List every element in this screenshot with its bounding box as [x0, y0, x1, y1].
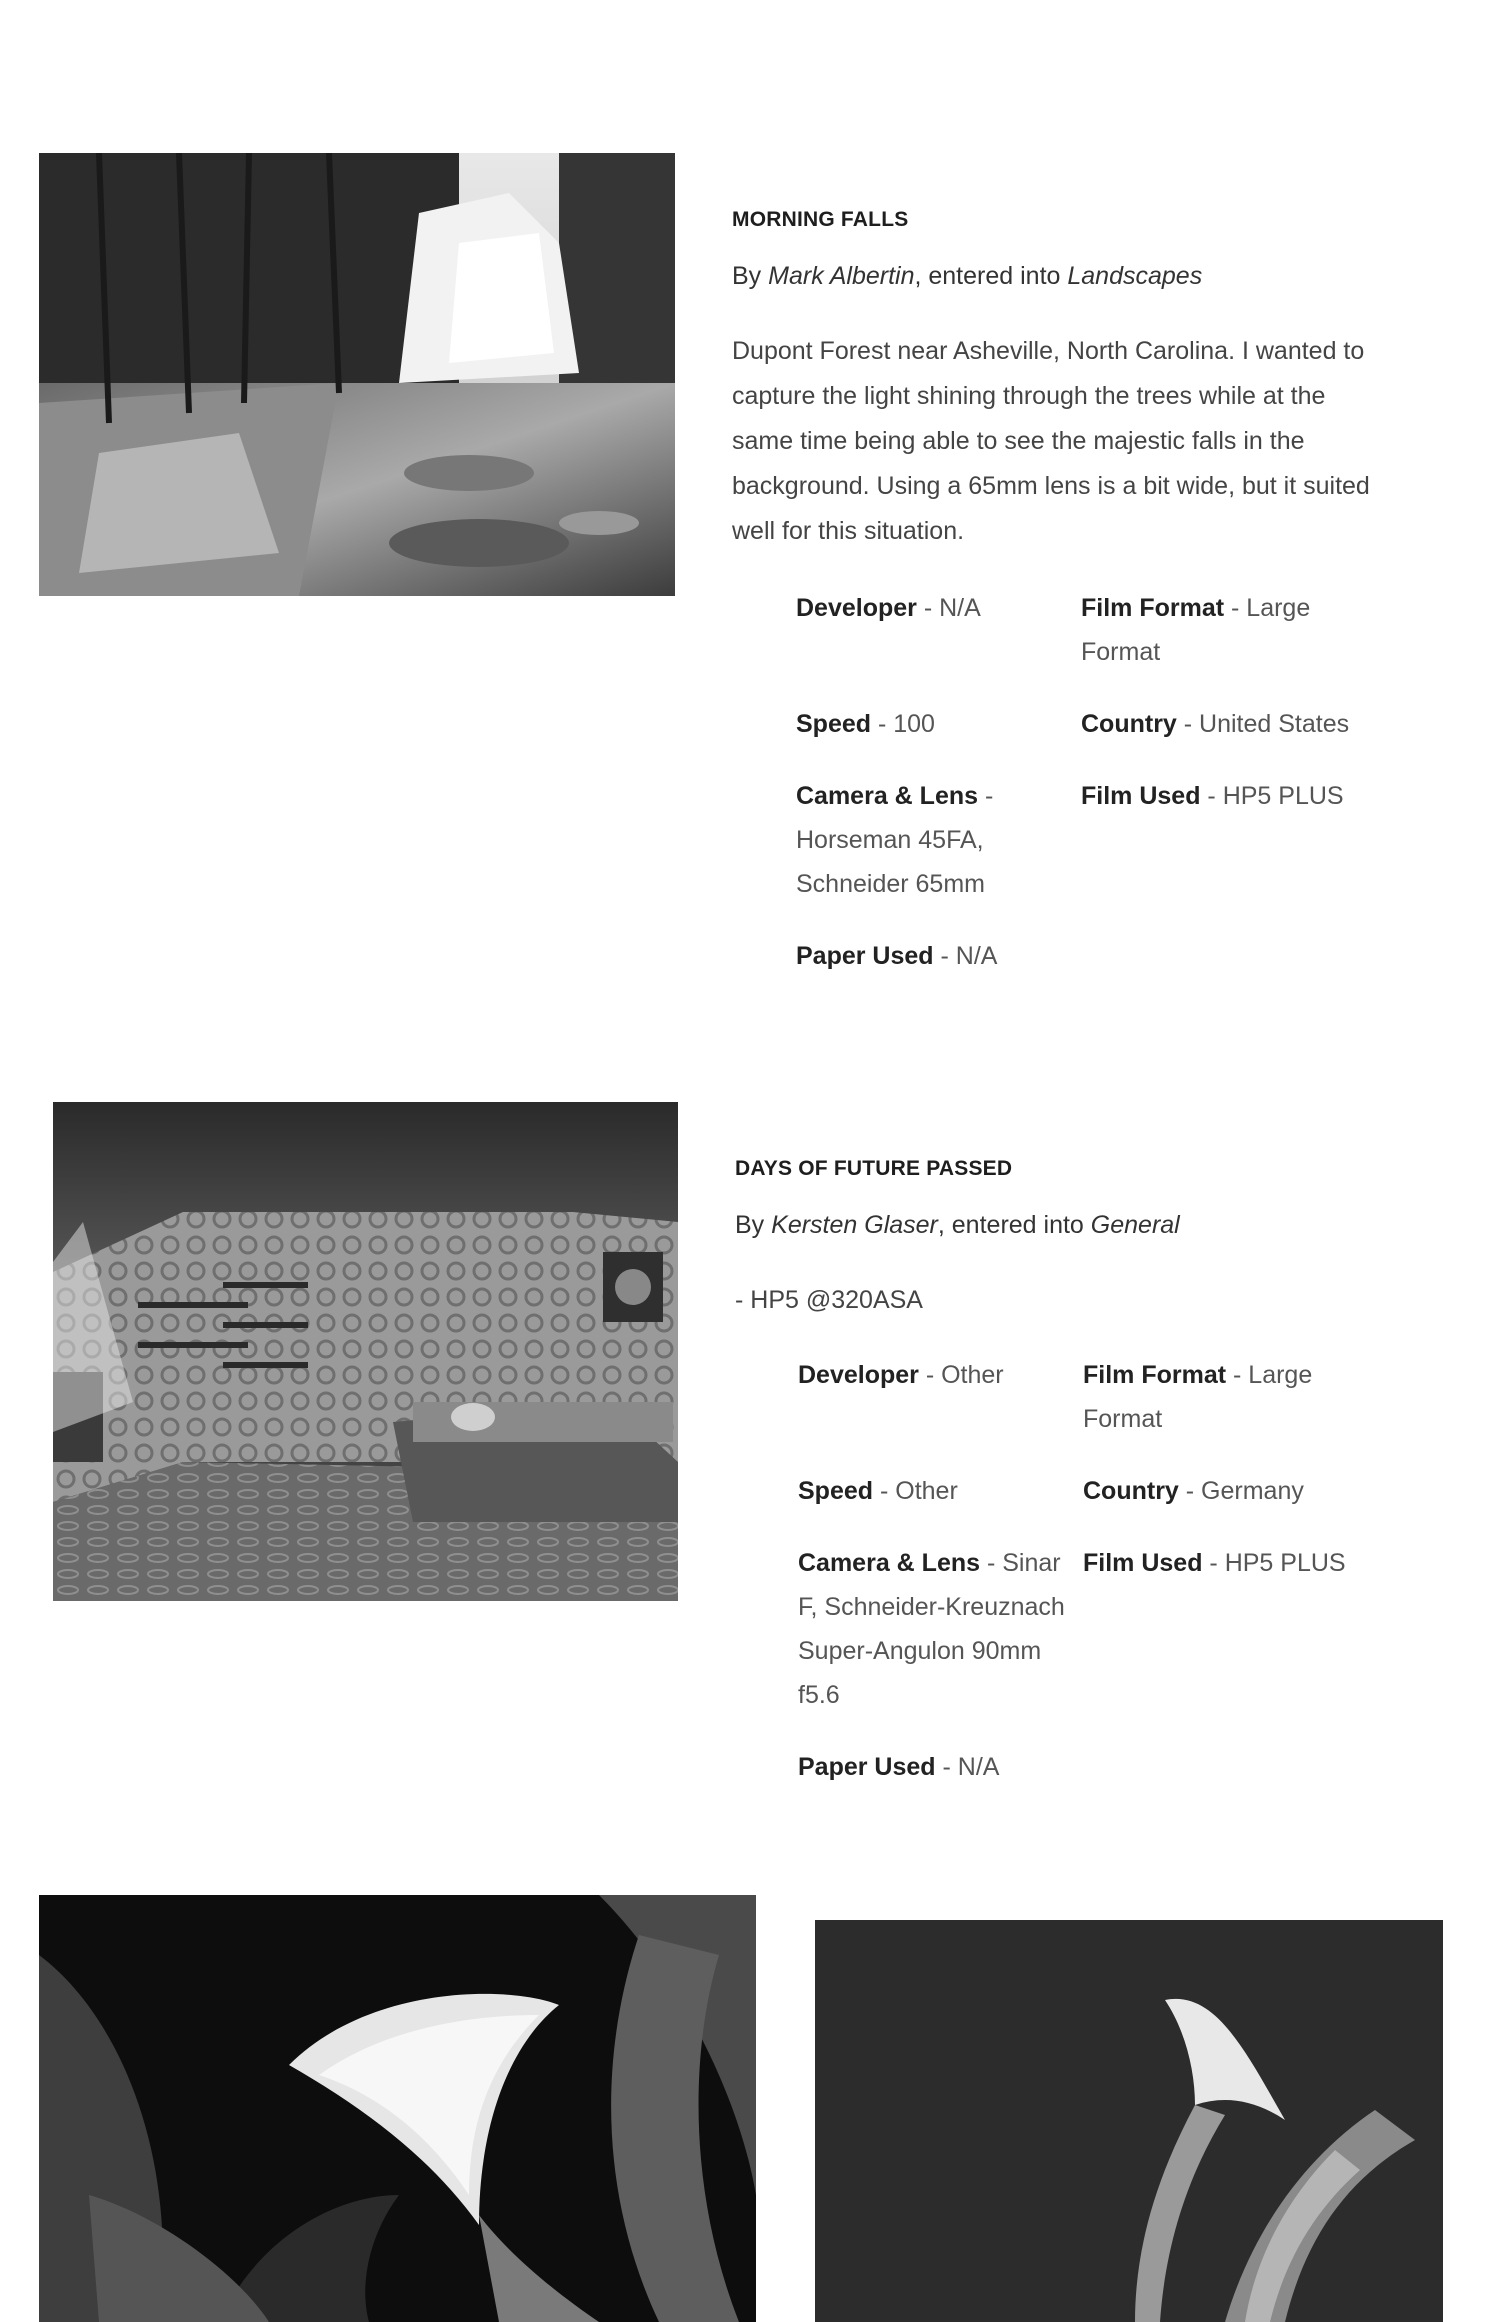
entry-meta-days-of-future-passed: [798, 1353, 1398, 1789]
byline-prefix: By: [732, 262, 762, 290]
entry-text-morning-falls: [732, 208, 1372, 554]
meta-paper-used: [798, 1745, 1083, 1789]
entry-description: Dupont Forest near Asheville, North Carolina. I wanted to capture the light shining through the trees while at the same time being able to see the majestic falls in the background. Using a 65mm lens is a bit wide, but it suited well for this situation.: [732, 337, 1370, 545]
entry-title[interactable]: DAYS OF FUTURE PASSED: [735, 1157, 1013, 1180]
meta-label: Film Format: [1081, 594, 1225, 622]
meta-film-used: [1081, 774, 1371, 906]
byline-entered-text: , entered into: [914, 262, 1061, 290]
meta-speed: [796, 702, 1081, 746]
category-link[interactable]: General: [1090, 1211, 1180, 1239]
lily-photo-graphic: [39, 1895, 756, 2322]
meta-label: Developer: [798, 1361, 919, 1389]
meta-separator: -: [916, 594, 940, 622]
meta-separator: -: [1226, 1361, 1249, 1389]
byline-entered-text: , entered into: [937, 1211, 1084, 1239]
meta-value: Other: [895, 1477, 958, 1505]
meta-value: Large Format: [1081, 594, 1311, 666]
byline-prefix: By: [735, 1211, 765, 1239]
meta-value: N/A: [957, 1753, 1000, 1781]
meta-film-format: [1083, 1353, 1373, 1441]
meta-separator: -: [933, 942, 956, 970]
meta-label: Camera & Lens: [798, 1549, 981, 1577]
meta-label: Developer: [796, 594, 917, 622]
meta-value: HP5 PLUS: [1222, 782, 1344, 810]
meta-label: Country: [1083, 1477, 1179, 1505]
meta-value: N/A: [955, 942, 998, 970]
meta-value: 100: [893, 710, 935, 738]
author-link[interactable]: Mark Albertin: [768, 262, 915, 290]
meta-label: Film Used: [1083, 1549, 1203, 1577]
meta-label: Paper Used: [796, 942, 934, 970]
entry-meta-morning-falls: [796, 586, 1396, 978]
room-photo-graphic: [53, 1102, 678, 1601]
entry-title[interactable]: MORNING FALLS: [732, 208, 909, 231]
meta-film-used: [1083, 1541, 1373, 1717]
lily-photo-graphic: [815, 1920, 1443, 2322]
meta-value: Large Format: [1083, 1361, 1313, 1433]
meta-value: Horseman 45FA, Schneider 65mm: [796, 826, 985, 898]
lily-photo-left[interactable]: [39, 1895, 756, 2322]
meta-developer: [796, 586, 1081, 674]
waterfall-photo-graphic: [39, 153, 675, 596]
meta-developer: [798, 1353, 1083, 1441]
meta-label: Country: [1081, 710, 1177, 738]
lily-photo-right[interactable]: [815, 1920, 1443, 2322]
meta-speed: [798, 1469, 1083, 1513]
meta-value: Other: [941, 1361, 1004, 1389]
meta-value: Sinar F, Schneider-Kreuznach Super-Angulon 90mm f5.6: [798, 1549, 1065, 1709]
meta-label: Speed: [798, 1477, 874, 1505]
meta-country: [1083, 1469, 1373, 1513]
meta-separator: -: [918, 1361, 942, 1389]
meta-separator: -: [873, 1477, 896, 1505]
meta-separator: -: [935, 1753, 958, 1781]
meta-value: N/A: [939, 594, 981, 622]
entry-description: - HP5 @320ASA: [735, 1286, 923, 1314]
meta-separator: -: [1202, 1549, 1225, 1577]
meta-camera-lens: [798, 1541, 1083, 1717]
meta-label: Camera & Lens: [796, 782, 979, 810]
meta-camera-lens: [796, 774, 1081, 906]
meta-label: Film Used: [1081, 782, 1201, 810]
meta-film-format: [1081, 586, 1371, 674]
meta-country: [1081, 702, 1371, 746]
meta-separator: -: [980, 1549, 1003, 1577]
meta-value: HP5 PLUS: [1224, 1549, 1346, 1577]
meta-value: United States: [1199, 710, 1350, 738]
meta-label: Speed: [796, 710, 872, 738]
entry-photo-days-of-future-passed[interactable]: [53, 1102, 678, 1601]
meta-label: Film Format: [1083, 1361, 1227, 1389]
entry-text-days-of-future-passed: [735, 1157, 1375, 1323]
category-link[interactable]: Landscapes: [1067, 262, 1203, 290]
meta-value: Germany: [1201, 1477, 1304, 1505]
meta-separator: -: [871, 710, 894, 738]
meta-paper-used: [796, 934, 1081, 978]
meta-separator: -: [1178, 1477, 1202, 1505]
author-link[interactable]: Kersten Glaser: [771, 1211, 938, 1239]
meta-separator: -: [1176, 710, 1200, 738]
entry-photo-morning-falls[interactable]: [39, 153, 675, 596]
meta-separator: -: [1224, 594, 1247, 622]
entry-byline: [732, 262, 1372, 291]
entry-byline: [735, 1211, 1375, 1240]
meta-separator: -: [1200, 782, 1223, 810]
meta-label: Paper Used: [798, 1753, 936, 1781]
meta-separator: -: [978, 782, 994, 810]
